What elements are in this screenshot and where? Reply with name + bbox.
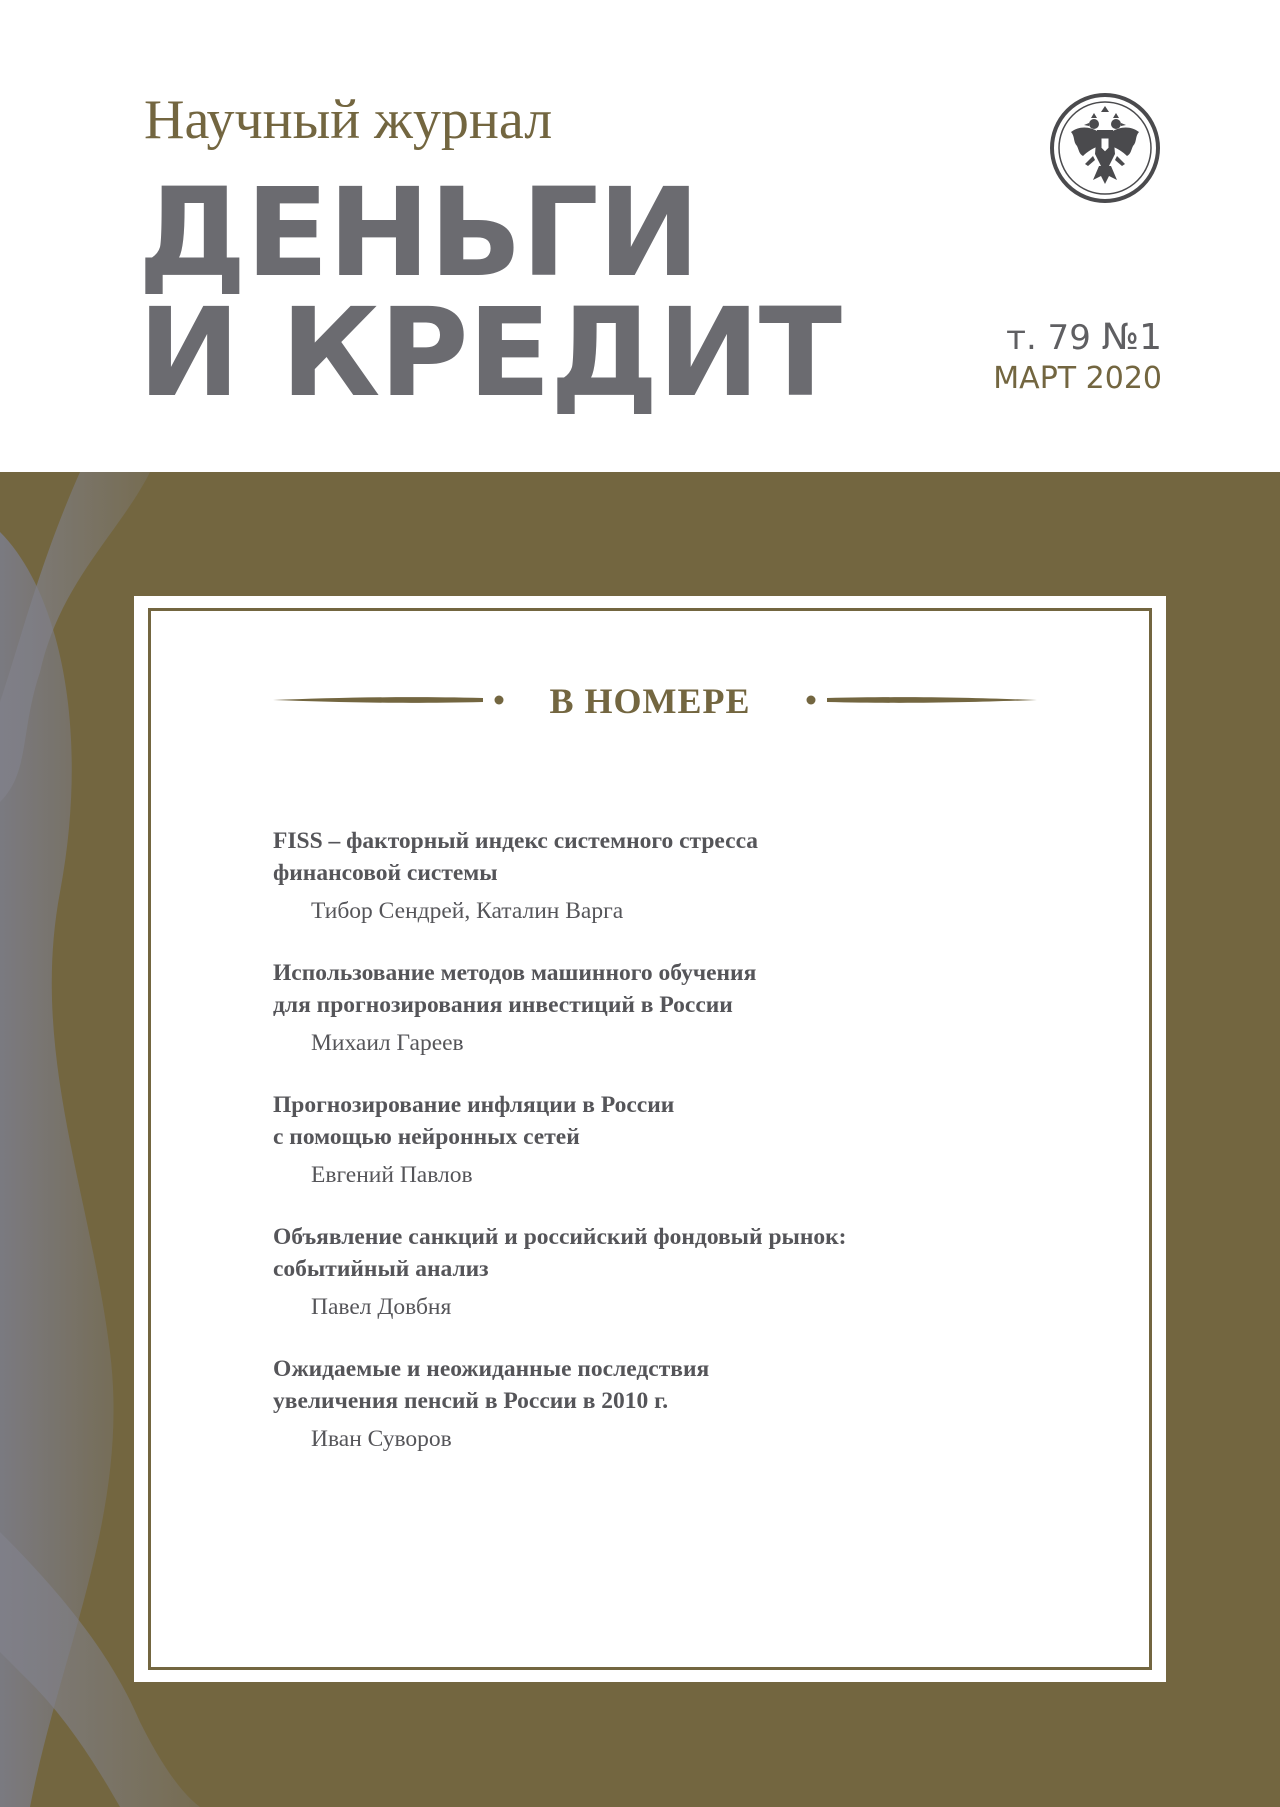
article-title [273, 1353, 973, 1417]
journal-title-line-2: И КРЕДИТ [138, 282, 842, 424]
article-title [273, 1089, 973, 1153]
journal-title-line-1: ДЕНЬГИ [138, 162, 699, 304]
article-title-line: событийный анализ [273, 1256, 489, 1282]
article-authors: Тибор Сендрей, Каталин Варга [311, 898, 624, 924]
article-title-line: Ожидаемые и неожиданные последствия [273, 1356, 710, 1382]
article-authors: Михаил Гареев [311, 1030, 464, 1056]
issue-date: МАРТ 2020 [993, 360, 1162, 396]
contents-box [134, 596, 1166, 1682]
article-title-line: Прогнозирование инфляции в России [273, 1092, 675, 1118]
article-item[interactable] [273, 1089, 973, 1191]
article-authors: Евгений Павлов [311, 1162, 473, 1188]
article-title-line: Объявление санкций и российский фондовый рынок: [273, 1224, 847, 1250]
article-title-line: Использование методов машинного обучения [273, 960, 757, 986]
bank-of-russia-eagle-seal-icon [1049, 92, 1161, 204]
article-title [273, 957, 973, 1021]
article-title [273, 1221, 973, 1285]
cover-header [0, 0, 1280, 472]
article-title-line: финансовой системы [273, 860, 498, 886]
article-title-line: с помощью нейронных сетей [273, 1124, 580, 1150]
contents-heading: В НОМЕРЕ [549, 681, 751, 721]
contents-frame [148, 608, 1152, 1670]
right-ornament-icon [797, 689, 1037, 711]
issue-info [993, 318, 1162, 397]
article-title-line: для прогнозирования инвестиций в России [273, 992, 733, 1018]
article-title-line: FISS – факторный индекс системного стресса [273, 828, 759, 854]
article-item[interactable] [273, 1221, 973, 1323]
article-authors: Павел Довбня [311, 1294, 452, 1320]
article-authors: Иван Суворов [311, 1426, 452, 1452]
journal-subtitle: Научный журнал [144, 89, 553, 151]
article-title [273, 825, 973, 889]
article-item[interactable] [273, 1353, 973, 1455]
article-title-line: увеличения пенсий в России в 2010 г. [273, 1388, 669, 1414]
issue-number: №1 [1101, 317, 1162, 358]
contents-heading-row [151, 681, 1149, 721]
volume-line [993, 318, 1162, 358]
volume-label: т. 79 [1006, 318, 1102, 358]
article-list [273, 825, 973, 1485]
article-item[interactable] [273, 957, 973, 1059]
article-item[interactable] [273, 825, 973, 927]
